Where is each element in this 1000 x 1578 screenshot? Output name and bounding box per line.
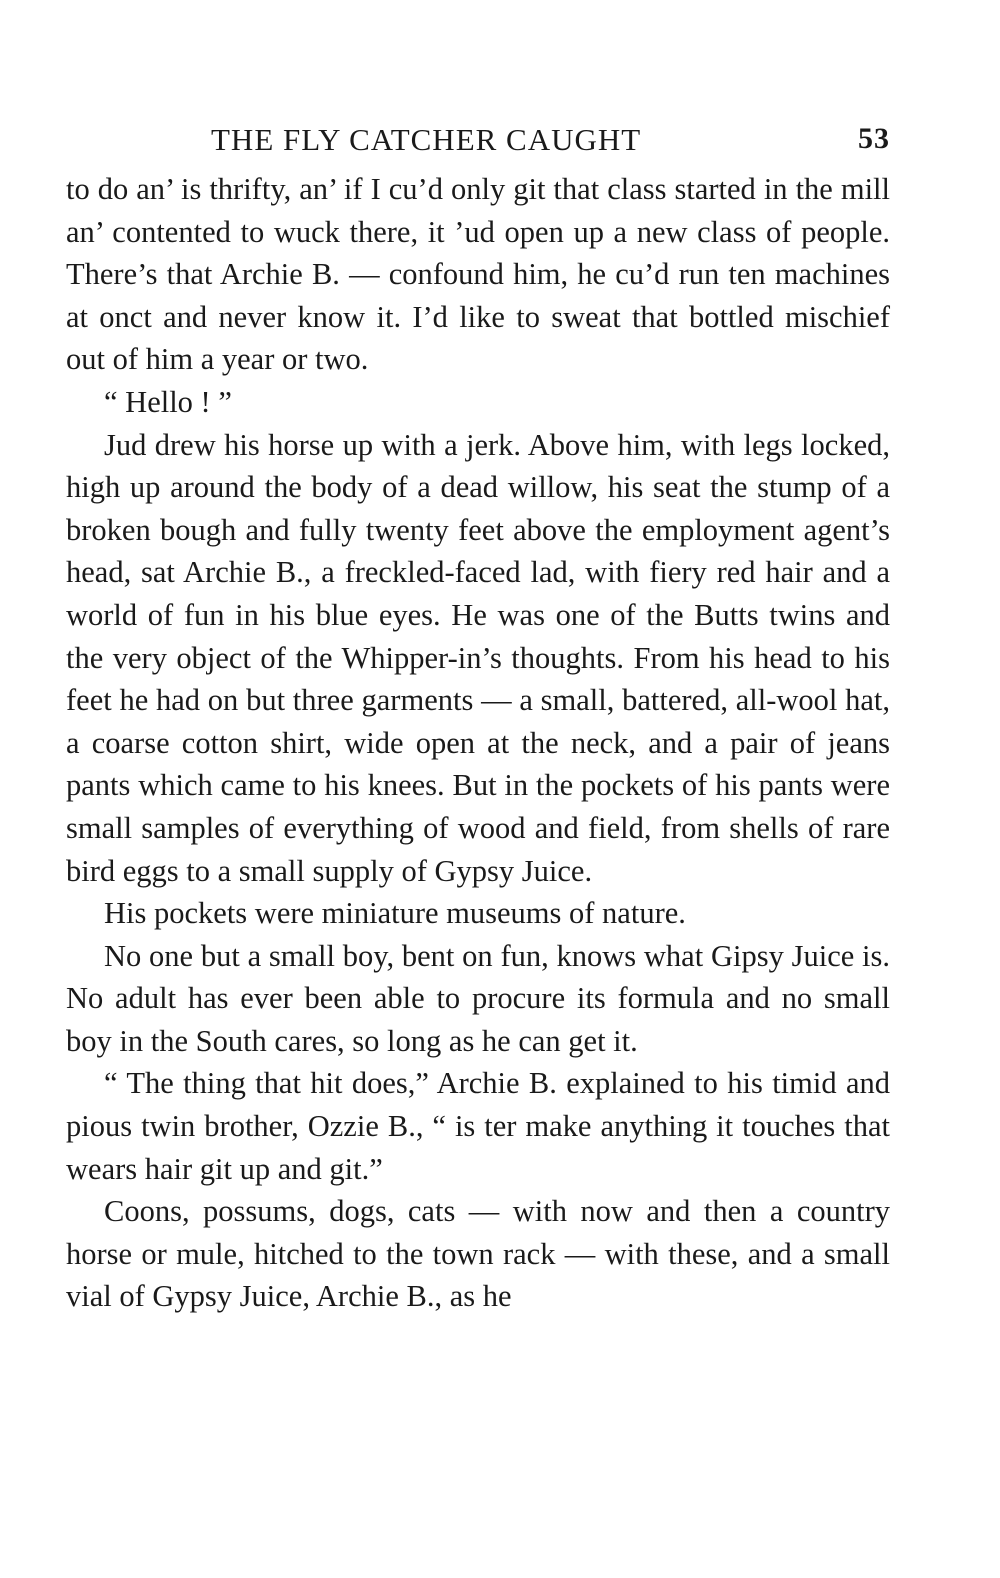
page-number: 53: [858, 122, 890, 155]
running-title: THE FLY CATCHER CAUGHT: [211, 122, 642, 157]
paragraph-archie-explained: “ The thing that hit does,” Archie B. explained to his timid and pious twin brother, Ozzie B., “ is ter make anything it touches that wears hair git up and git.”: [66, 1066, 890, 1186]
paragraph-jud-drew: Jud drew his horse up with a jerk. Above him, with legs locked, high up around the body of a dead willow, his seat the stump of a broken bough and fully twenty feet above the employment agent’s head, sat Archie B., a freckled-faced lad, with fiery red hair and a world of fun in his blue eyes. He was one of the Butts twins and the very object of the Whipper-in’s thoughts. From his head to his feet he had on but three garments — a small, battered, all-wool hat, a coarse cotton shirt, wide open at the neck, and a pair of jeans pants which came to his knees. But in the pockets of his pants were small samples of everything of wood and field, from shells of rare bird eggs to a small supply of Gypsy Juice.: [66, 427, 890, 888]
paragraph-hello: “ Hello ! ”: [104, 384, 232, 419]
book-page: [66, 118, 890, 1318]
running-head: [66, 118, 890, 168]
paragraph-coons-possums: Coons, possums, dogs, cats — with now and then a country horse or mule, hitched to the town rack — with these, and a small vial of Gypsy Juice, Archie B., as he: [66, 1194, 890, 1314]
paragraph-continued: to do an’ is thrifty, an’ if I cu’d only git that class started in the mill an’ contented to wuck there, it ’ud open up a new class of people. There’s that Archie B. — confound him, he cu’d run ten machines at onct and never know it. I’d like to sweat that bottled mischief out of him a year or two.: [66, 172, 890, 377]
paragraph-pockets: His pockets were miniature museums of nature.: [104, 896, 686, 931]
paragraph-gipsy-juice: No one but a small boy, bent on fun, knows what Gipsy Juice is. No adult has ever been able to procure its formula and no small boy in the South cares, so long as he can get it.: [66, 938, 890, 1058]
body-text: [66, 168, 890, 1318]
